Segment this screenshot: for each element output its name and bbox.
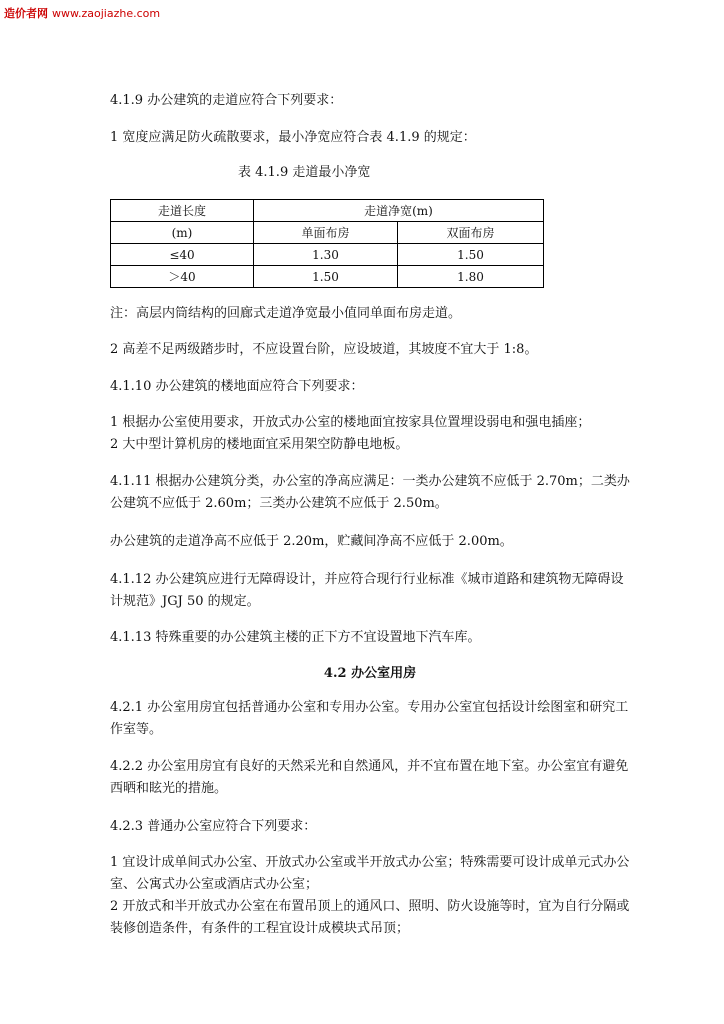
clause-4-2-3-item-2: 2 开放式和半开放式办公室在布置吊顶上的通风口、照明、防火设施等时，宜为自行分隔或装修创造条件，有条件的工程宜设计成模块式吊顶；	[110, 899, 630, 936]
clause-4-2-3-item-1: 1 宜设计成单间式办公室、开放式办公室或半开放式办公室；特殊需要可设计成单元式办公室、公寓式办公室或酒店式办公室；	[110, 855, 630, 892]
clause-4-1-9-item-1: 1 宽度应满足防火疏散要求，最小净宽应符合表 4.1.9 的规定：	[110, 130, 476, 145]
clause-4-1-10-item-2: 2 大中型计算机房的楼地面宜采用架空防静电地板。	[110, 437, 409, 452]
watermark-site: 造价者网	[4, 7, 48, 20]
clause-4-1-11: 4.1.11 根据办公建筑分类，办公室的净高应满足：一类办公建筑不应低于 2.70m；二类办公建筑不应低于 2.60m；三类办公建筑不应低于 2.50m。	[110, 474, 630, 511]
clause-4-1-13: 4.1.13 特殊重要的办公建筑主楼的正下方不宜设置地下汽车库。	[110, 630, 481, 645]
clause-4-1-9: 4.1.9 办公建筑的走道应符合下列要求：	[110, 93, 343, 108]
watermark-url: www.zaojiazhe.com	[52, 7, 161, 20]
clause-4-2-2: 4.2.2 办公室用房宜有良好的天然采光和自然通风，并不宜布置在地下室。办公室宜有避免西晒和眩光的措施。	[110, 759, 629, 796]
section-heading-4-2: 4.2 办公室用房	[323, 666, 417, 681]
clause-4-1-10-item-1: 1 根据办公室使用要求，开放式办公室的楼地面宜按家具位置埋设弱电和强电插座；	[110, 415, 591, 430]
cell-single: 1.50	[254, 266, 398, 288]
header-double-side: 双面布房	[398, 222, 544, 244]
table-row	[111, 266, 544, 288]
table-caption: 表 4.1.9 走道最小净宽	[238, 165, 371, 180]
cell-length: ≤40	[111, 244, 254, 266]
header-single-side: 单面布房	[254, 222, 398, 244]
corridor-width-table	[110, 199, 544, 288]
table-subheader-row	[111, 222, 544, 244]
watermark	[4, 5, 160, 21]
header-net-width: 走道净宽(m)	[254, 200, 544, 222]
cell-double: 1.50	[398, 244, 544, 266]
table-header-row	[111, 200, 544, 222]
clause-4-1-12: 4.1.12 办公建筑应进行无障碍设计，并应符合现行行业标准《城市道路和建筑物无障碍设计规范》JGJ 50 的规定。	[110, 572, 624, 609]
clause-4-1-10: 4.1.10 办公建筑的楼地面应符合下列要求：	[110, 379, 364, 394]
table-note: 注：高层内筒结构的回廊式走道净宽最小值同单面布房走道。	[110, 306, 462, 321]
cell-double: 1.80	[398, 266, 544, 288]
clause-4-2-3: 4.2.3 普通办公室应符合下列要求：	[110, 819, 317, 834]
clause-4-2-1: 4.2.1 办公室用房宜包括普通办公室和专用办公室。专用办公室宜包括设计绘图室和研究工作室等。	[110, 700, 629, 737]
clause-4-1-9-item-2: 2 高差不足两级踏步时，不应设置台阶，应设坡道，其坡度不宜大于 1:8。	[110, 342, 538, 357]
clause-4-1-11-corridor: 办公建筑的走道净高不应低于 2.20m，贮藏间净高不应低于 2.00m。	[110, 534, 513, 549]
header-length-unit: (m)	[111, 222, 254, 244]
header-length: 走道长度	[111, 200, 254, 222]
cell-single: 1.30	[254, 244, 398, 266]
cell-length: ＞40	[111, 266, 254, 288]
table-row	[111, 244, 544, 266]
